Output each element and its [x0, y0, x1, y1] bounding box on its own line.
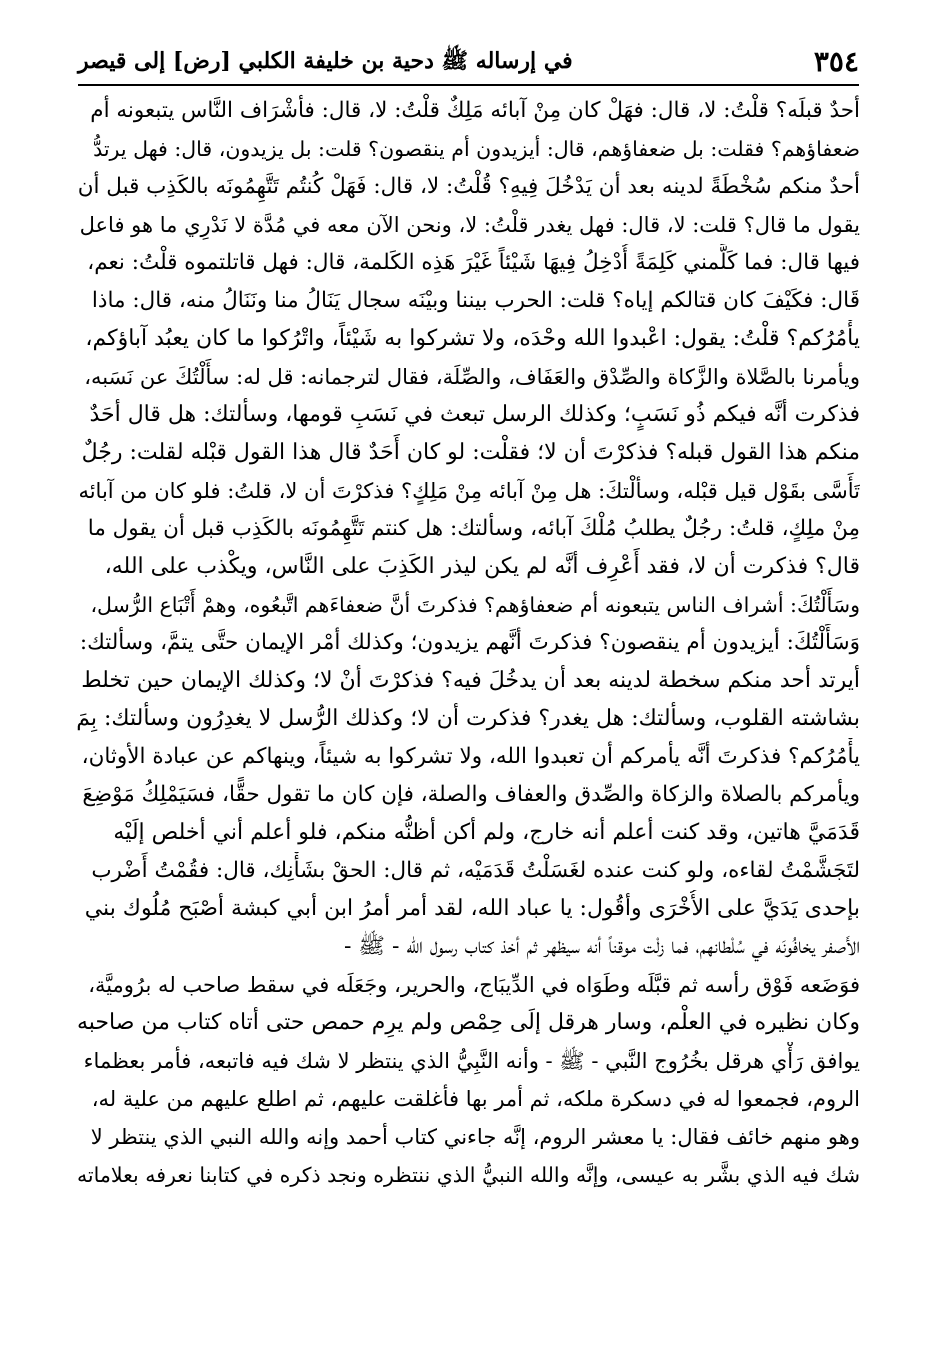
- text-line: قال؟ فذكرت أن لا، فقد أَعْرِف أنَّه لم يكن ليذر الكَذِبَ على النَّاس، ويكْذب على الله،: [104, 554, 860, 579]
- text-line: بشاشته القلوب، وسألتك: هل يغدر؟ فذكرت أن لا؛ وكذلك الرُّسل لا يغدِرُون وسألتك: بِمَ: [76, 706, 860, 731]
- text-line: يأْمُرُكم؟ قلْتُ: يقول: اعْبدوا الله وحْدَه، ولا تشركوا به شَيْئاً، واتْرُكوا ما كان يعبُد آباؤكم،: [85, 326, 860, 351]
- text-line: لتَجَشَّمْتُ لقاءه، ولو كنت عنده لغَسَلْتُ قَدَمَيْه، ثم قال: الحقْ بشَأْنِك، قال: فقُمْتُ أَضْرب: [91, 858, 860, 883]
- text-line: قَال: فكَيْفَ كان قتالكم إياه؟ قلت: الحرب بيننا وبيْنَه سجال يَنَالُ منا ونَنَالُ منه، قال: ماذا: [91, 288, 860, 313]
- running-title: في إرساله ﷺ دحية بن خليفة الكلبي [رض] إلى قيصر: [78, 48, 573, 74]
- text-line: أحدٌ منكم سُخْطَةً لدينه بعد أن يَدْخُلَ فِيهِ؟ قُلْتُ: لا، قال: فَهَلْ كُنتُم تَتَّهِمُونَه بالكَذِب قبل أن: [77, 174, 860, 199]
- text-line: يأْمُرُكم؟ فذكرتَ أنَّه يأمركم أن تعبدوا الله، ولا تشركوا به شيئاً، وينهاكم عن عبادة الأوثان،: [81, 744, 860, 769]
- text-line: ويأمركم بالصلاة والزكاة والصِّدق والعفاف والصلة، فإن كان ما تقول حقًّا، فسَيَمْلِكُ مَوْضِعَ: [82, 782, 860, 807]
- text-line: يوافق رَأْي هرقل بخُرُوج النَّبي - ﷺ - وأنه النَّبِيُّ الذي ينتظر لا شك فيه فاتبعه، فأمر بعظماء: [83, 1049, 860, 1073]
- text-line: وَسَأَلْتُكَ: أيزيدون أم ينقصون؟ فذكرتَ أنَّهم يزيدون؛ وكذلك أمْر الإيمان حتَّى يتمَّ، وسألتك:: [79, 630, 860, 655]
- running-head: [78, 40, 859, 90]
- text-line: فوَضَعه فَوْق رأسه ثم قبَّلَه وطَوَاه في الدِّيبَاج، والحرير، وجَعَلَه في سقط صاحب له برُوميَّة،: [88, 973, 860, 997]
- text-line: وهو منهم خائف فقال: يا معشر الروم، إنَّه جاءني كتاب أحمد وإنه والله النبي الذي ينتظر لا: [90, 1125, 860, 1149]
- text-line: الأَصفر يخافُونَه في سُلْطانهم، فما زلْت موقناً أنه سيظهر ثم أخذ كتاب رسول الله - ﷺ -: [343, 934, 860, 959]
- text-line: قَدَمَيَّ هاتين، وقد كنت أعلم أنه خارج، ولم أكن أظنُّه منكم، فلو أعلم أني أخلص إلَيْه: [113, 820, 860, 845]
- text-line: مِنْ ملِكٍ، قلتُ: رجُلٌ يطلبُ مُلْكَ آبائه، وسألتك: هل كنتم تَتَّهِمُونَه بالكَذِب قبل أن يقول ما: [87, 516, 860, 541]
- body-text: [76, 92, 860, 1194]
- header-divider: [78, 84, 859, 86]
- text-line: شك فيه الذي بشَّر به عيسى، وإنَّه والله النبيُّ الذي ننتظره ونجد ذكره في كتابنا نعرفه بعلاماته: [76, 1163, 860, 1187]
- text-line: ويأمرنا بالصَّلاة والزَّكاة والصِّدْق والعَفَاف، والصِّلَة، فقال لترجمانه: قل له: سأَلْتُكَ عن نَسَبه،: [84, 365, 860, 389]
- text-line: تَأَسَّى بقَوْل قيل قبْله، وسألْتكَ: هل مِنْ آبائه مِنْ مَلِكٍ؟ فذكرْتَ أن لا، قلتُ: فلو كان من آبائه: [78, 479, 860, 503]
- text-line: وكان نظيره في العلْم، وسار هرقل إلَى حِمْص ولم يرِم حمص حتى أتاه كتاب من صاحبه: [77, 1010, 860, 1035]
- text-line: أيرتد أحد منكم سخطة لدينه بعد أن يدخُلَ فيه؟ فذكرْتَ أنْ لا؛ وكذلك الإيمان حين تخلط: [81, 668, 860, 693]
- text-line: الروم، فجمعوا له في دسكرة ملكه، ثم أمر بها فأغلقت عليهم، ثم اطلع عليهم من علية له،: [91, 1087, 860, 1111]
- page-number: ٣٥٤: [813, 45, 859, 78]
- text-line: وسَأَلْتُكَ: أشراف الناس يتبعونه أم ضعفاؤهم؟ فذكرتَ أنَّ ضعفاءَهم اتَّبعُوه، وهمْ أَتْبَاع الرُّسل،: [90, 593, 860, 617]
- text-line: بإحدى يَدَيَّ على الأُخْرَى وأقُول: يا عباد الله، لقد أمر أمرُ ابن أبي كبشة أصْبَح مُلُوك بني: [84, 896, 860, 921]
- text-line: منكم هذا القول قبله؟ فذكرْتَ أن لا؛ فقلْت: لو كان أَحَدٌ قال هذا القول قبْله لقلت: رجُلٌ: [81, 440, 860, 465]
- text-line: فيها قال: فما كَلَّمني كَلِمَةً أُدْخِلُ فِيهَا شَيْئاً غَيْرَ هَذِه الكَلمة، قال: فهل قاتلتموه قلْتُ: نعم،: [87, 250, 860, 275]
- text-line: يقول ما قال؟ قلت: لا، قال: فهل يغدر قلْتُ: لا، ونحن الآن معه في مُدَّة لا نَدْرِي ما هو فاعل: [79, 213, 860, 237]
- text-line: فذكرت أنَّه فيكم ذُو نَسَبٍ؛ وكذلك الرسل تبعث في نَسَبِ قومها، وسألتك: هل قال أحَدٌ: [89, 402, 860, 427]
- text-line: أحدٌ قبلَه؟ قلْتُ: لا، قال: فهَلْ كان مِنْ آبائه مَلِكٌ قلْتُ: لا، قال: فأشْرَاف النَّاس يتبعونه أم: [90, 98, 860, 123]
- text-line: ضعفاؤهم؟ فقلت: بل ضعفاؤهم، قال: أيزيدون أم ينقصون؟ قلت: بل يزيدون، قال: فهل يرتدُّ: [93, 137, 860, 161]
